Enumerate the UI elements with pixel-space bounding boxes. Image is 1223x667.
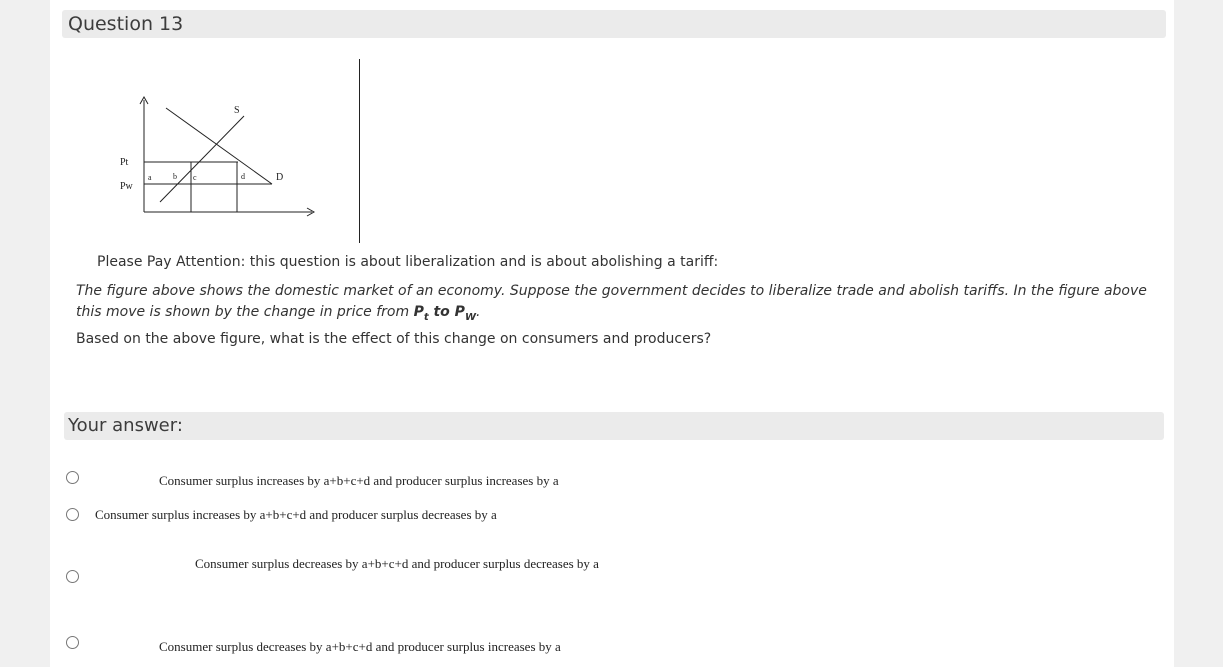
pw-label: Pw [120,181,133,192]
option-4-radio[interactable] [66,636,79,649]
question-prompt: Based on the above figure, what is the effect of this change on consumers and producers? [76,331,712,347]
area-b-label: b [173,172,177,181]
demand-curve [166,108,272,184]
question-panel [50,0,1174,667]
answer-header [64,412,1164,440]
question-title: Question 13 [68,13,184,35]
attention-notice: Please Pay Attention: this question is about liberalization and is about abolishing a tariff: [97,254,719,270]
option-4-label[interactable]: Consumer surplus decreases by a+b+c+d and producer surplus increases by a [159,639,561,654]
answer-header-label: Your answer: [68,415,183,436]
question-header [62,10,1166,38]
scenario-text: The figure above shows the domestic market of an economy. Suppose the government decides to liberalize trade and abolish tariffs. In the figure above this move is shown by the change in price from $P_t$ to $P_W$. [76,283,1147,323]
pt-label: Pt [120,157,129,168]
option-1-radio[interactable] [66,471,79,484]
scenario-main: The figure above shows the domestic market of an economy. Suppose the government decides to liberalize trade and abolish tariffs. In the figure above this move is shown by the change in price from [76,283,1147,320]
option-1-label[interactable]: Consumer surplus increases by a+b+c+d and producer surplus increases by a [159,473,559,488]
area-a-label: a [148,173,152,182]
option-3-label[interactable]: Consumer surplus decreases by a+b+c+d and producer surplus decreases by a [195,556,599,571]
supply-label: S [234,105,240,116]
supply-curve [160,116,244,202]
demand-label: D [276,172,284,183]
price-pt: $P_t$ to $P_W$ [413,304,476,323]
supply-demand-figure [110,88,390,228]
option-2-radio[interactable] [66,508,79,521]
area-d-label: d [241,172,245,181]
figure-divider [359,59,360,243]
option-2-label[interactable]: Consumer surplus increases by a+b+c+d and producer surplus decreases by a [95,507,497,522]
area-c-label: c [193,173,197,182]
option-3-radio[interactable] [66,570,79,583]
